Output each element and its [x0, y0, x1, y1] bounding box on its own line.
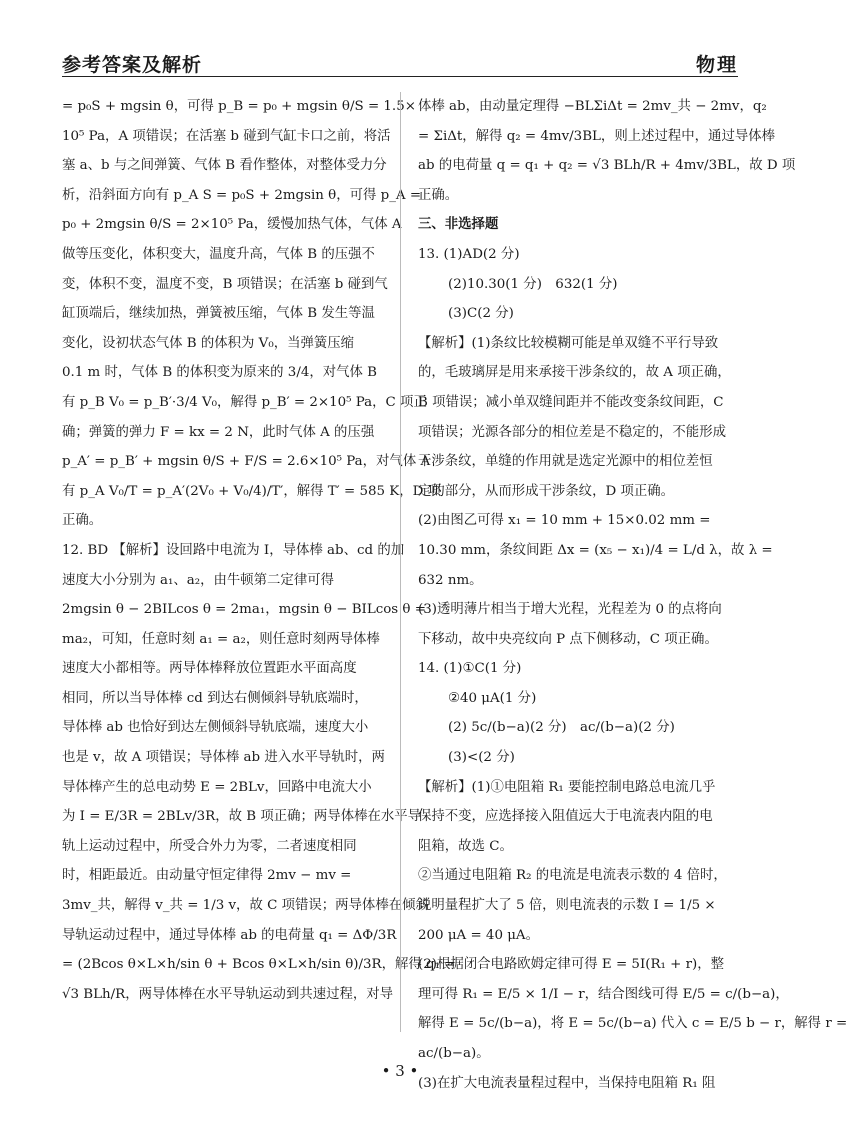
right-column-line: 下移动，故中央亮纹向 P 点下侧移动，C 项正确。	[418, 631, 718, 647]
right-column-line: 【解析】(1)①电阻箱 R₁ 要能控制电路总电流几乎	[418, 779, 716, 795]
left-column-line: 有 p_B V₀ = p_B′·3/4 V₀，解得 p_B′ = 2×10⁵ Pa，C 项正	[62, 394, 427, 410]
right-column-line: 632 nm。	[418, 572, 483, 588]
right-column-line: 200 μA = 40 μA。	[418, 927, 539, 943]
left-column-line: 析，沿斜面方向有 p_A S = p₀S + 2mgsin θ，可得 p_A =	[62, 187, 422, 203]
right-column-line: 体棒 ab，由动量定理得 −BLΣiΔt = 2mv_共 − 2mv，q₂	[418, 99, 767, 114]
left-column-line: 确；弹簧的弹力 F = kx = 2 N，此时气体 A 的压强	[62, 424, 375, 440]
left-column-line: 0.1 m 时，气体 B 的体积变为原来的 3/4，对气体 B	[62, 365, 378, 381]
left-column-line: 正确。	[62, 513, 103, 529]
right-column-line: ②当通过电阻箱 R₂ 的电流是电流表示数的 4 倍时，	[418, 868, 727, 884]
left-column-line: 导体棒产生的总电动势 E = 2BLv，回路中电流大小	[62, 779, 372, 795]
left-column-line: 有 p_A V₀/T = p_A′(2V₀ + V₀/4)/T′，解得 T′ = 585 K，D 项	[62, 483, 442, 499]
right-column-line: ②40 μA(1 分)	[448, 690, 537, 706]
left-column-line: 10⁵ Pa，A 项错误；在活塞 b 碰到气缸卡口之前，将活	[62, 128, 391, 144]
left-column-line: 为 I = E/3R = 2BLv/3R，故 B 项正确；两导体棒在水平导	[62, 809, 422, 825]
right-column	[418, 92, 847, 1098]
right-column-line: 14. (1)①C(1 分)	[418, 661, 522, 677]
left-column-line: = (2Bcos θ×L×h/sin θ + Bcos θ×L×h/sin θ)/3R，解得 q₁ =	[62, 957, 456, 973]
left-column-line: ma₂，可知，任意时刻 a₁ = a₂，则任意时刻两导体棒	[62, 631, 380, 647]
left-column-line: 轨上运动过程中，所受合外力为零，二者速度相同	[62, 838, 357, 854]
right-column-line: 阻箱，故选 C。	[418, 838, 513, 854]
left-column-line: 导轨运动过程中，通过导体棒 ab 的电荷量 q₁ = ΔΦ/3R	[62, 927, 397, 943]
left-column-line: 塞 a、b 与之间弹簧、气体 B 看作整体，对整体受力分	[62, 158, 387, 174]
right-column-line: 三、非选择题	[418, 217, 499, 233]
right-column-line: 干涉条纹，单缝的作用就是选定光源中的相位差恒	[418, 454, 713, 470]
left-column-line: 速度大小分别为 a₁、a₂，由牛顿第二定律可得	[62, 572, 334, 588]
left-column-line: 相同，所以当导体棒 cd 到达右侧倾斜导轨底端时，	[62, 690, 368, 706]
left-column-line: 12. BD 【解析】设回路中电流为 I，导体棒 ab、cd 的加	[62, 542, 405, 558]
right-column-line: B 项错误；减小单双缝间距并不能改变条纹间距，C	[418, 394, 724, 410]
header-subject: 物理	[695, 54, 738, 76]
right-column-line: (2)根据闭合电路欧姆定律可得 E = 5I(R₁ + r)，整	[418, 957, 725, 973]
left-column-line: p_A′ = p_B′ + mgsin θ/S + F/S = 2.6×10⁵ Pa，对气体 A	[62, 454, 431, 470]
left-column-line: 导体棒 ab 也恰好到达左侧倾斜导轨底端，速度大小	[62, 720, 369, 736]
right-column-line: 项错误；光源各部分的相位差是不稳定的，不能形成	[418, 424, 726, 440]
page-header	[62, 42, 738, 77]
header-title-left: 参考答案及解析	[62, 54, 203, 76]
left-column-line: 速度大小都相等。两导体棒释放位置距水平面高度	[62, 661, 357, 677]
page-number: • 3 •	[381, 1062, 419, 1080]
right-column-line: (3)C(2 分)	[448, 306, 514, 322]
right-column-line: ac/(b−a)。	[418, 1046, 490, 1061]
right-column-line: 13. (1)AD(2 分)	[418, 246, 520, 262]
left-column-line: 缸顶端后，继续加热，弹簧被压缩，气体 B 发生等温	[62, 306, 375, 322]
right-column-line: 【解析】(1)条纹比较模糊可能是单双缝不平行导致	[418, 335, 719, 351]
right-column-line: 定的部分，从而形成干涉条纹，D 项正确。	[418, 483, 675, 499]
left-column-line: 2mgsin θ − 2BILcos θ = 2ma₁，mgsin θ − BILcos θ =	[62, 602, 426, 618]
left-column-line: 做等压变化，体积变大，温度升高，气体 B 的压强不	[62, 246, 375, 262]
left-column-line: 变，体积不变，温度不变，B 项错误；在活塞 b 碰到气	[62, 276, 388, 292]
left-column-line: 也是 v，故 A 项错误；导体棒 ab 进入水平导轨时，两	[62, 750, 385, 766]
right-column-line: 说明量程扩大了 5 倍，则电流表的示数 I = 1/5 ×	[418, 898, 716, 914]
right-column-line: 解得 E = 5c/(b−a)，将 E = 5c/(b−a) 代入 c = E/5 b − r，解得 r =	[418, 1016, 847, 1032]
right-column-line: 正确。	[418, 187, 459, 203]
right-column-line: 的，毛玻璃屏是用来承接干涉条纹的，故 A 项正确，	[418, 365, 731, 381]
right-column-line: (2) 5c/(b−a)(2 分) ac/(b−a)(2 分)	[448, 720, 675, 736]
column-divider	[400, 92, 401, 1032]
left-column-line: p₀ + 2mgsin θ/S = 2×10⁵ Pa，缓慢加热气体，气体 A	[62, 217, 402, 233]
right-column-line: 10.30 mm，条纹间距 Δx = (x₅ − x₁)/4 = L/d λ，故 λ =	[418, 542, 773, 558]
right-column-line: (3)<(2 分)	[448, 750, 515, 766]
right-column-line: (3)在扩大电流表量程过程中，当保持电阻箱 R₁ 阻	[418, 1075, 716, 1091]
right-column-line: (3)透明薄片相当于增大光程，光程差为 0 的点将向	[418, 602, 722, 618]
right-column-line: (2)10.30(1 分) 632(1 分)	[448, 276, 618, 292]
left-column-line: 变化，设初状态气体 B 的体积为 V₀，当弹簧压缩	[62, 335, 355, 351]
right-column-line: ab 的电荷量 q = q₁ + q₂ = √3 BLh/R + 4mv/3BL，故 D 项	[418, 158, 796, 174]
right-column-line: 理可得 R₁ = E/5 × 1/I − r，结合图线可得 E/5 = c/(b−a)，	[418, 986, 789, 1002]
left-column-line: = p₀S + mgsin θ，可得 p_B = p₀ + mgsin θ/S = 1.5×	[62, 99, 416, 114]
left-column-line: 3mv_共，解得 v_共 = 1/3 v，故 C 项错误；两导体棒在倾斜	[62, 898, 429, 914]
right-column-line: (2)由图乙可得 x₁ = 10 mm + 15×0.02 mm =	[418, 513, 711, 529]
right-column-line: 保持不变，应选择接入阻值远大于电流表内阻的电	[418, 809, 713, 825]
left-column-line: √3 BLh/R，两导体棒在水平导轨运动到共速过程，对导	[62, 986, 394, 1002]
left-column-line: 时，相距最近。由动量守恒定律得 2mv − mv =	[62, 868, 352, 884]
right-column-line: = ΣiΔt，解得 q₂ = 4mv/3BL，则上述过程中，通过导体棒	[418, 128, 776, 144]
